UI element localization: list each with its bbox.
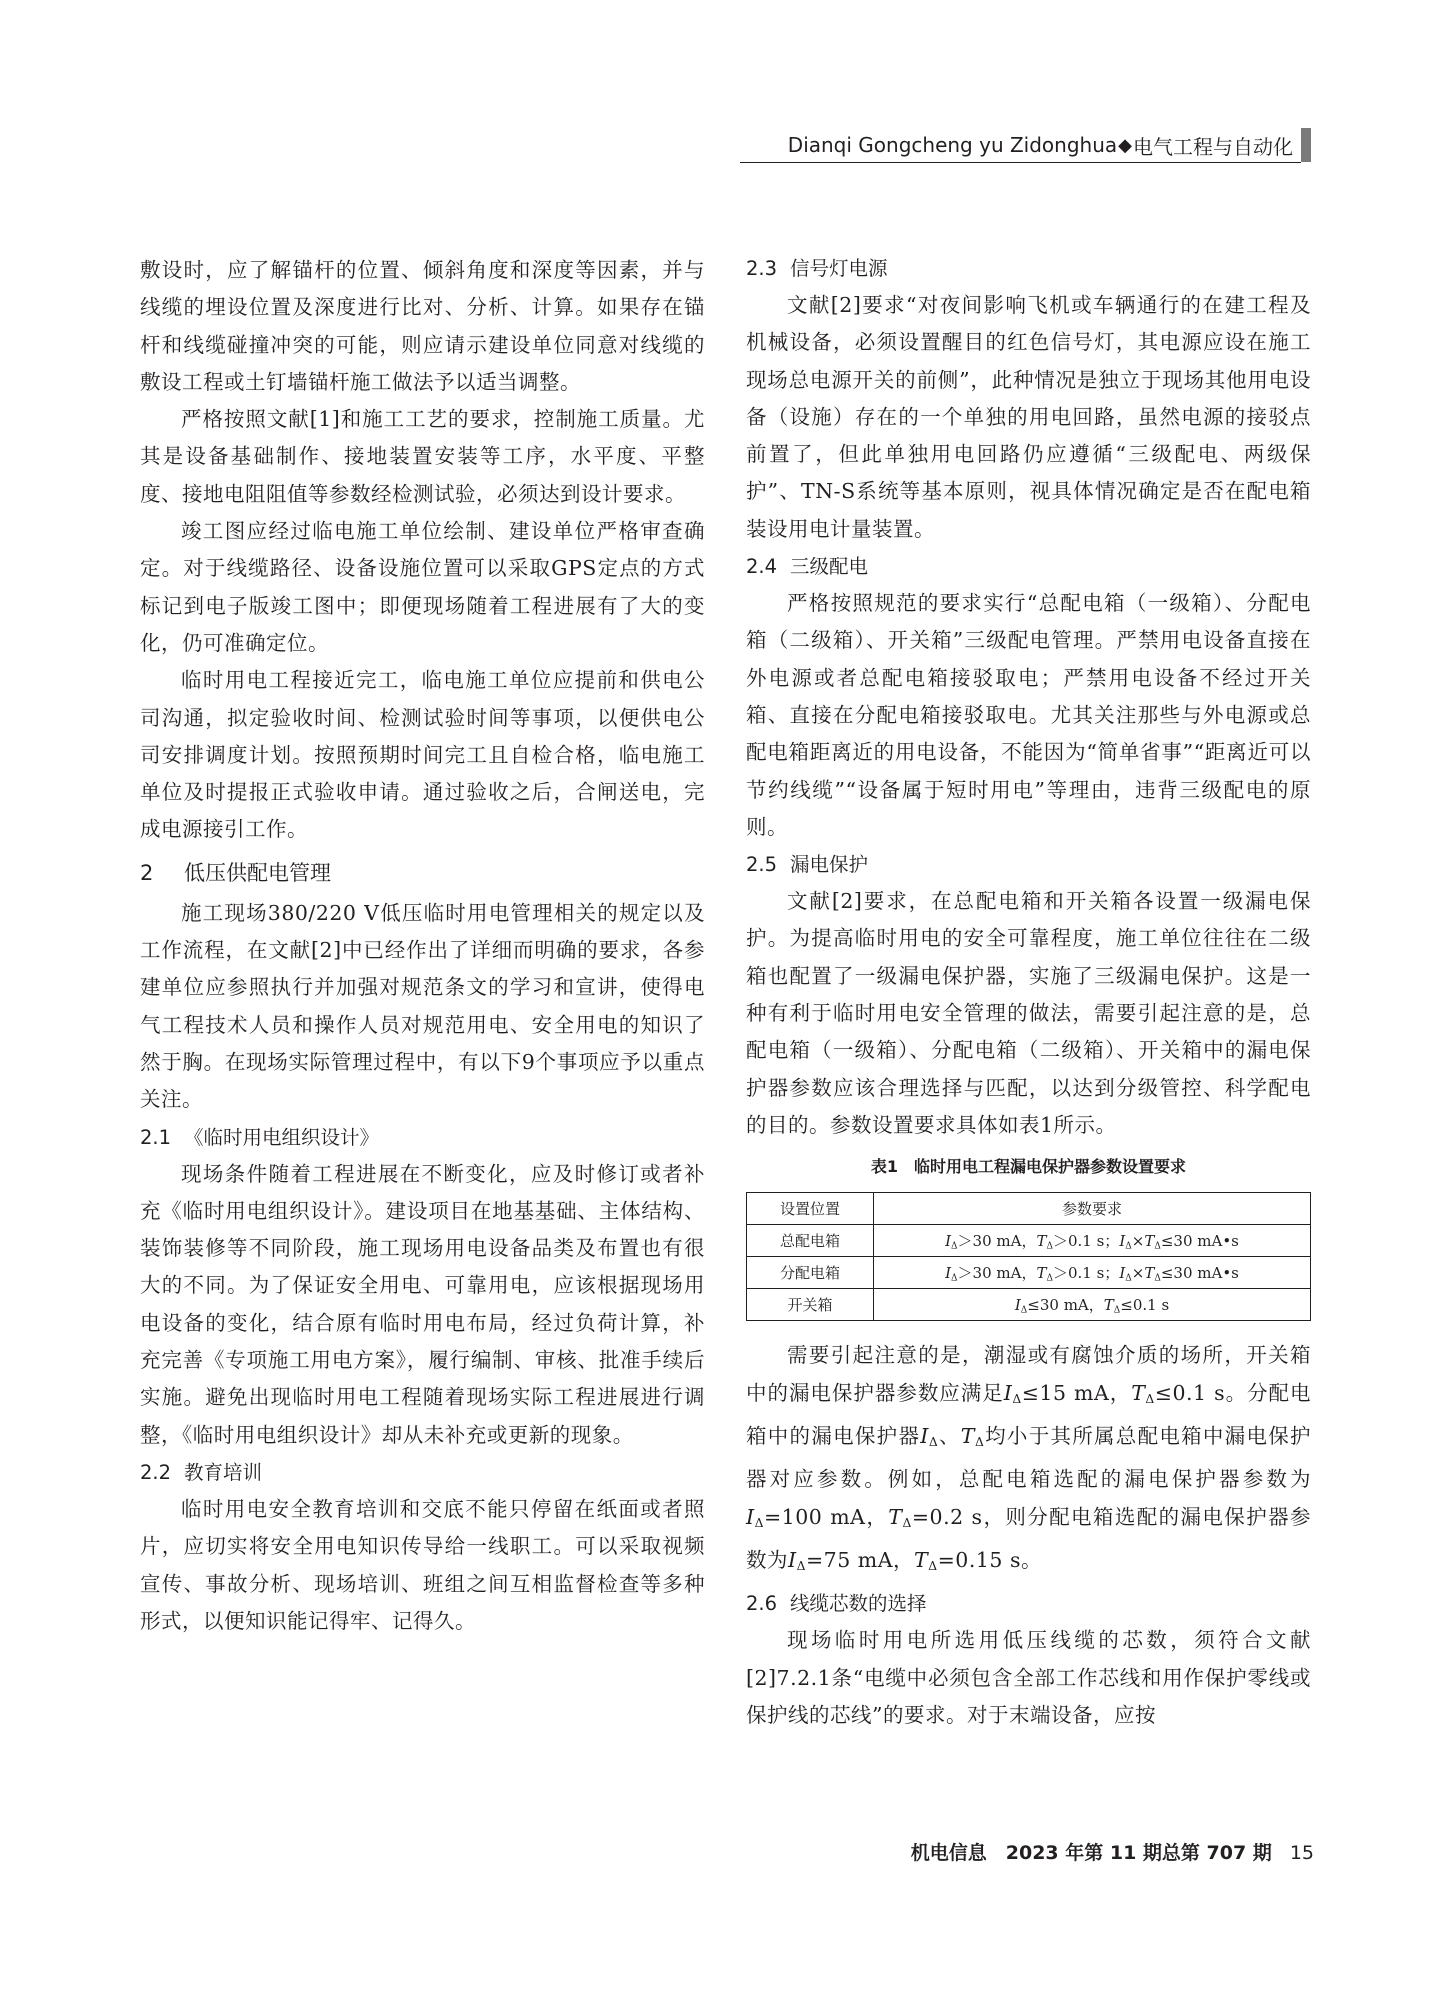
paragraph: 文献[2]要求，在总配电箱和开关箱各设置一级漏电保护。为提高临时用电的安全可靠程度，施工单位往往在二级箱也配置了一级漏电保护器，实施了三级漏电保护。这是一种有利于临时用电安全管理的做法，需要引起注意的是，总配电箱（一级箱）、分配电箱（二级箱）、开关箱中的漏电保护器参数应该合理选择与匹配，以达到分级管控、科学配电的目的。参数设置要求具体如表1所示。	[746, 889, 1311, 1137]
paragraph: 敷设时，应了解锚杆的位置、倾斜角度和深度等因素，并与线缆的埋设位置及深度进行比对、分析、计算。如果存在锚杆和线缆碰撞冲突的可能，则应请示建设单位同意对线缆的敷设工程或土钉墙锚杆施工做法予以适当调整。	[140, 258, 705, 394]
table-cell-params: $I_\Delta\le 30$ mA，$T_\Delta\le 0.1$ s	[874, 1289, 1311, 1321]
subsection-heading	[746, 250, 1311, 287]
paragraph: 现场条件随着工程进展在不断变化，应及时修订或者补充《临时用电组织设计》。建设项目在地基基础、主体结构、装饰装修等不同阶段，施工现场用电设备品类及布置也有很大的不同。为了保证安全用电、可靠用电，应该根据现场用电设备的变化，结合原有临时用电布局，经过负荷计算，补充完善《专项施工用电方案》，履行编制、审核、批准手续后实施。避免出现临时用电工程随着现场实际工程进展进行调整，《临时用电组织设计》却从未补充或更新的现象。	[140, 1161, 705, 1447]
subsection-number: 2.3	[746, 257, 778, 280]
header-gray-bar	[1301, 128, 1311, 162]
table-row	[747, 1289, 1311, 1321]
table-header-cell: 设置位置	[747, 1193, 874, 1225]
subsection-title: 《临时用电组织设计》	[184, 1125, 380, 1149]
subsection-number: 2.5	[746, 853, 778, 877]
left-column	[140, 252, 705, 1640]
header-rule	[740, 162, 1301, 163]
table-cell-location: 总配电箱	[747, 1225, 874, 1257]
paragraph: 竣工图应经过临电施工单位绘制、建设单位严格审查确定。对于线缆路径、设备设施位置可以采取GPS定点的方式标记到电子版竣工图中；即便现场随着工程进展有了大的变化，仍可准确定位。	[140, 519, 705, 655]
header-journal-title: 电气工程与自动化	[1133, 134, 1293, 159]
subsection-number: 2.6	[746, 1592, 778, 1616]
right-column	[746, 252, 1311, 1734]
table-header-row	[747, 1193, 1311, 1225]
table-header-cell: 参数要求	[874, 1193, 1311, 1225]
paragraph: 需要引起注意的是，潮湿或有腐蚀介质的场所，开关箱中的漏电保护器参数应满足$I_\Delta\le 15$ mA，$T_\Delta\le 0.1$ s。分配电箱中的漏电保护器$I_\Delta$、$T_\Delta$均小于其所属总配电箱中漏电保护器对应参数。例如，总配电箱选配的漏电保护器参数为$I_\Delta=100$ mA，$T_\Delta=0.2$ s，则分配电箱选配的漏电保护器参数为$I_\Delta=75$ mA，$T_\Delta=0.15$ s。	[746, 1343, 1312, 1573]
header-diamond: ◆	[1118, 134, 1132, 156]
page-footer	[911, 1838, 1314, 1865]
table-cell-params: $I_\Delta>30$ mA，$T_\Delta>0.1$ s；$I_\Delta\times T_\Delta\le 30$ mA•s	[874, 1225, 1311, 1257]
subsection-heading	[140, 1454, 705, 1491]
subsection-heading	[746, 1585, 1311, 1622]
table-row	[747, 1257, 1311, 1289]
subsection-heading	[746, 846, 1311, 883]
parameter-table	[746, 1192, 1311, 1321]
table-row	[747, 1225, 1311, 1257]
paragraph: 严格按照规范的要求实行“总配电箱（一级箱）、分配电箱（二级箱）、开关箱”三级配电管理。严禁用电设备直接在外电源或者总配电箱接驳取电；严禁用电设备不经过开关箱、直接在分配电箱接驳取电。尤其关注那些与外电源或总配电箱距离近的用电设备，不能因为“简单省事”“距离近可以节约线缆”“设备属于短时用电”等理由，违背三级配电的原则。	[746, 591, 1311, 839]
section-heading	[140, 853, 705, 893]
table-cell-params: $I_\Delta>30$ mA，$T_\Delta>0.1$ s；$I_\Delta\times T_\Delta\le 30$ mA•s	[874, 1257, 1311, 1289]
page-number: 15	[1289, 1842, 1314, 1864]
subsection-title: 漏电保护	[790, 853, 869, 877]
subsection-title: 信号灯电源	[790, 257, 888, 280]
paragraph: 严格按照文献[1]和施工工艺的要求，控制施工质量。尤其是设备基础制作、接地装置安装等工序，水平度、平整度、接地电阻阻值等参数经检测试验，必须达到设计要求。	[140, 407, 705, 506]
subsection-title: 线缆芯数的选择	[790, 1592, 927, 1616]
paragraph: 临时用电安全教育培训和交底不能只停留在纸面或者照片，应切实将安全用电知识传导给一线职工。可以采取视频宣传、事故分析、现场培训、班组之间互相监督检查等多种形式，以便知识能记得牢、记得久。	[140, 1496, 705, 1633]
subsection-title: 三级配电	[790, 555, 869, 579]
subsection-number: 2.4	[746, 555, 778, 579]
subsection-number: 2.2	[140, 1460, 172, 1484]
header-pinyin: Dianqi Gongcheng yu Zidonghua	[787, 133, 1118, 157]
running-header	[788, 128, 1311, 162]
subsection-heading	[746, 548, 1311, 585]
paragraph: 施工现场380/220 V低压临时用电管理相关的规定以及工作流程，在文献[2]中已经作出了详细而明确的要求，各参建单位应参照执行并加强对规范条文的学习和宣讲，使得电气工程技术人员和操作人员对规范用电、安全用电的知识了然于胸。在现场实际管理过程中，有以下9个事项应予以重点关注。	[140, 900, 705, 1112]
paragraph: 现场临时用电所选用低压线缆的芯数，须符合文献[2]7.2.1条“电缆中必须包含全部工作芯线和用作保护零线或保护线的芯线”的要求。对于末端设备，应按	[746, 1628, 1311, 1727]
table-caption: 表1 临时用电工程漏电保护器参数设置要求	[870, 1157, 1187, 1177]
section-title: 低压供配电管理	[184, 860, 331, 885]
table-cell-location: 开关箱	[747, 1289, 874, 1321]
footer-journal-issue: 机电信息 2023 年第 11 期总第 707 期	[910, 1842, 1272, 1864]
section-number: 2	[140, 860, 154, 885]
subsection-title: 教育培训	[184, 1460, 263, 1484]
paragraph: 文献[2]要求“对夜间影响飞机或车辆通行的在建工程及机械设备，必须设置醒目的红色信号灯，其电源应设在施工现场总电源开关的前侧”，此种情况是独立于现场其他用电设备（设施）存在的一个单独的用电回路，虽然电源的接驳点前置了，但此单独用电回路仍应遵循“三级配电、两级保护”、TN-S系统等基本原则，视具体情况确定是否在配电箱装设用电计量装置。	[746, 293, 1311, 541]
table-cell-location: 分配电箱	[747, 1257, 874, 1289]
subsection-number: 2.1	[140, 1125, 172, 1149]
subsection-heading	[140, 1119, 705, 1156]
paragraph: 临时用电工程接近完工，临电施工单位应提前和供电公司沟通，拟定验收时间、检测试验时间等事项，以便供电公司安排调度计划。按照预期时间完工且自检合格，临电施工单位及时提报正式验收申请。通过验收之后，合闸送电，完成电源接引工作。	[140, 668, 705, 842]
